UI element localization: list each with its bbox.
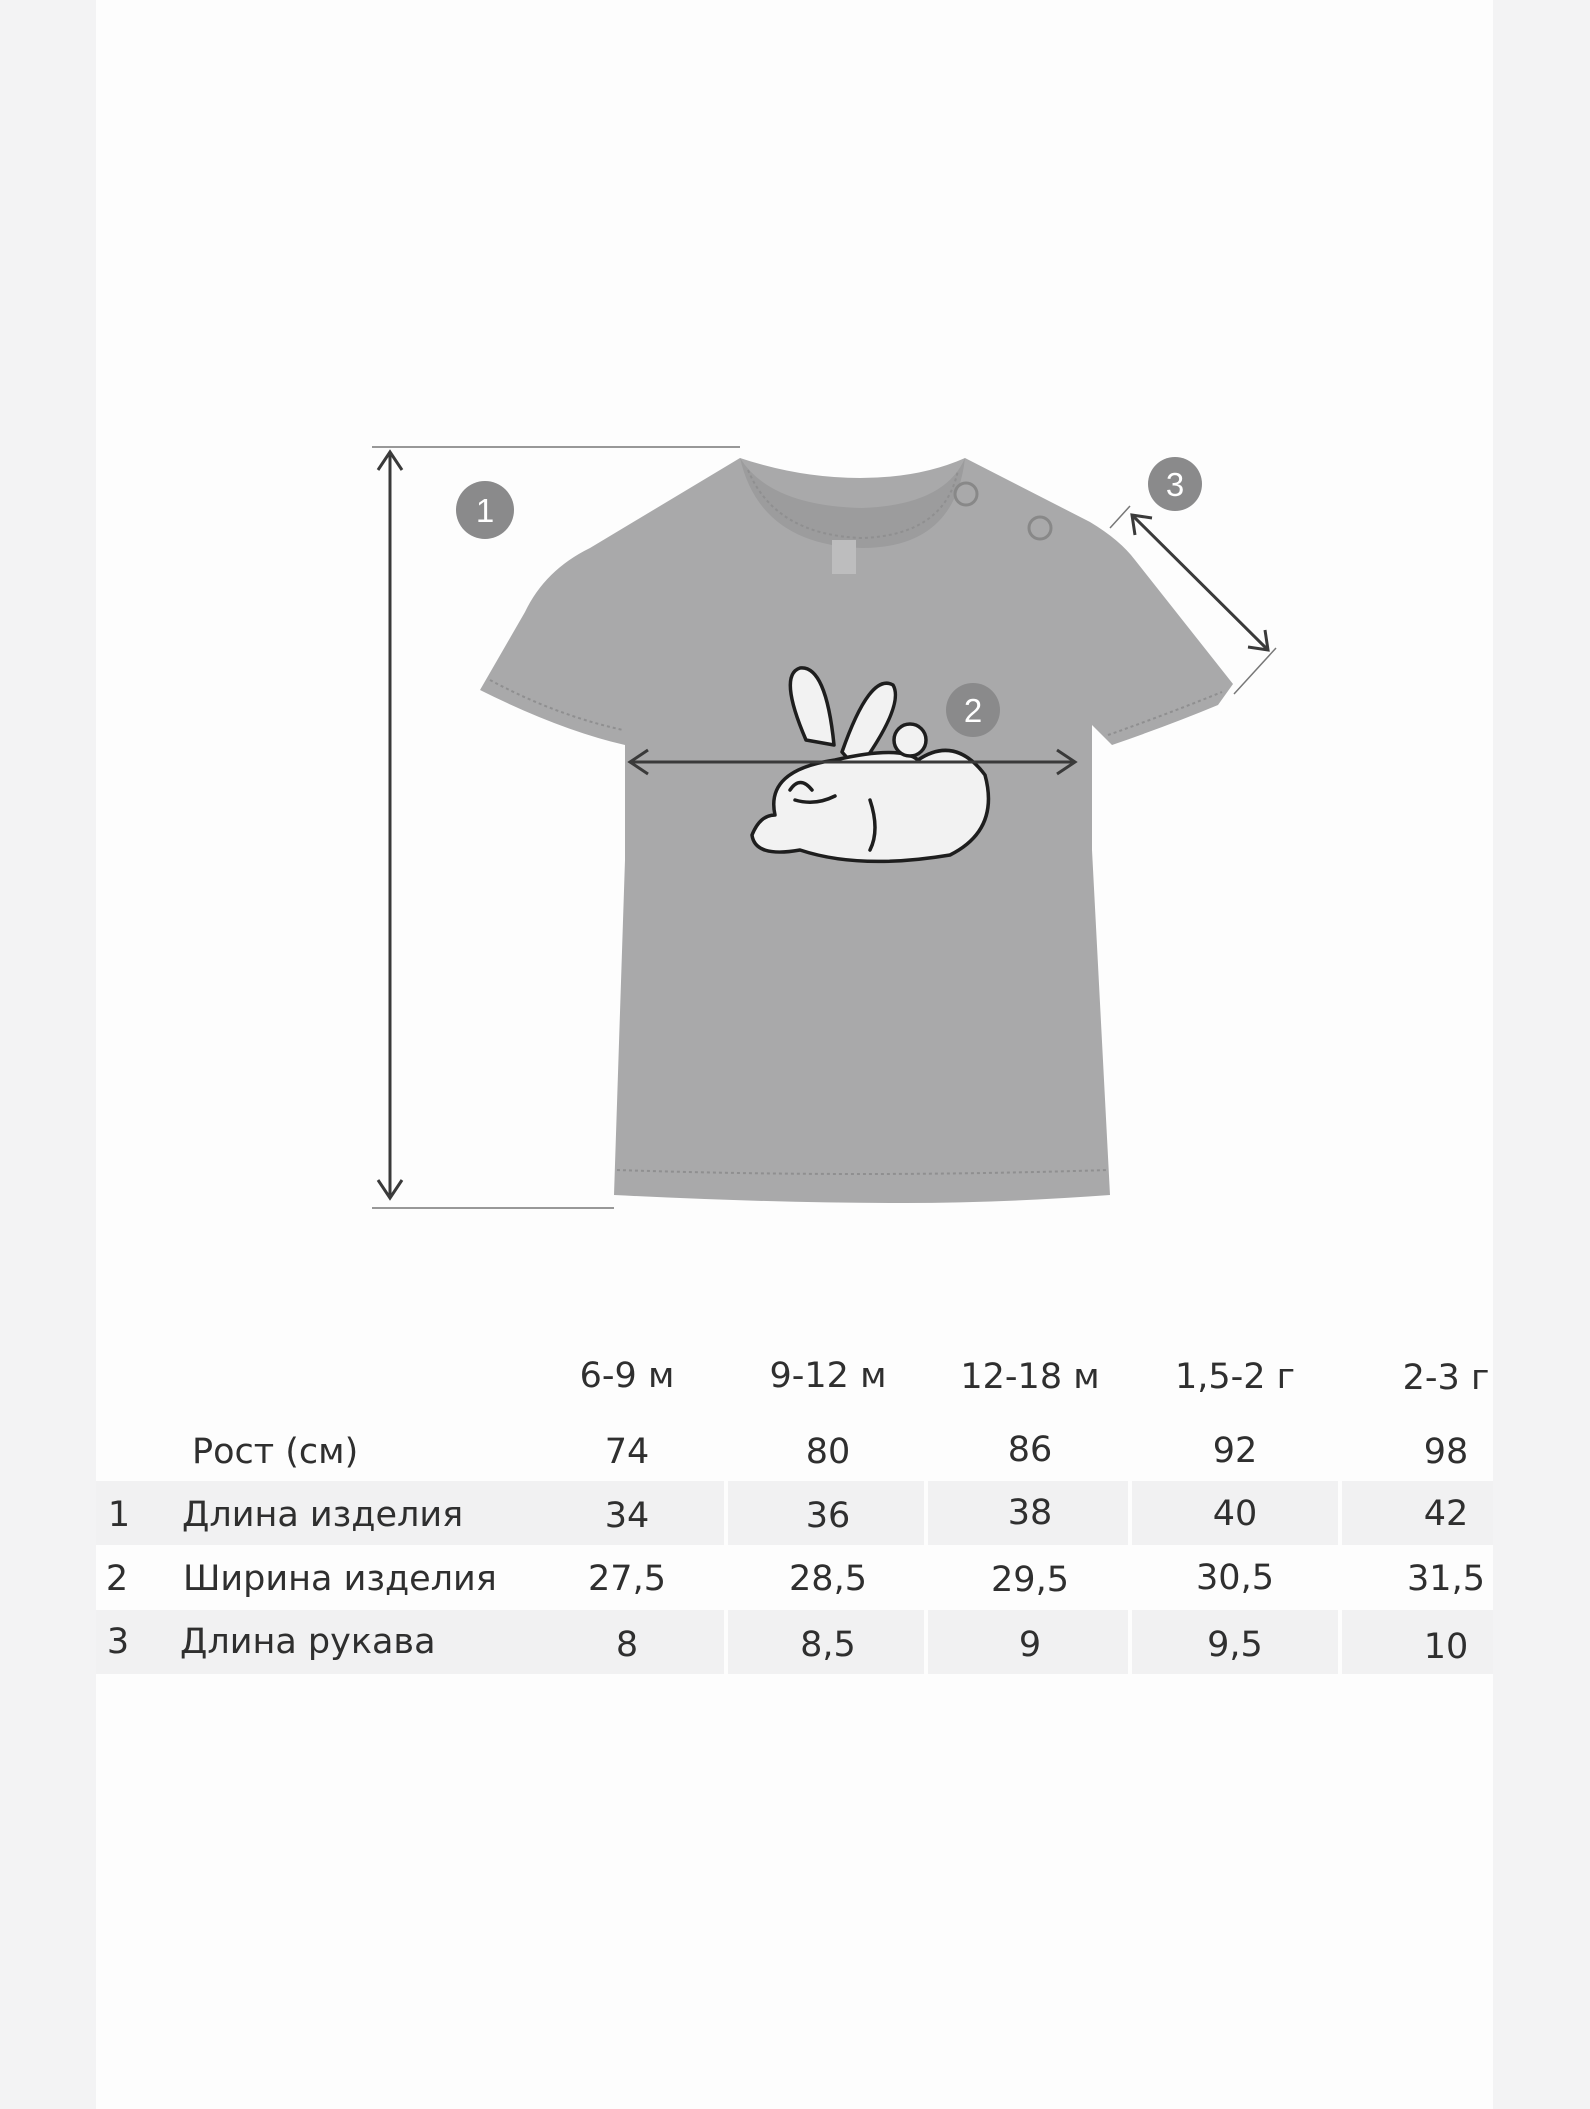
- marker-3: [1148, 457, 1202, 511]
- row-value: 27,5: [588, 1559, 666, 1599]
- row-value: 9: [1018, 1625, 1042, 1665]
- height-value: 98: [1423, 1432, 1469, 1472]
- marker-2-label: 2: [963, 692, 983, 729]
- row-value: 30,5: [1196, 1558, 1274, 1598]
- row-number: 1: [107, 1495, 131, 1535]
- marker-1-label: 1: [475, 492, 495, 529]
- row-label: Ширина изделия: [183, 1559, 497, 1599]
- row-number: 3: [106, 1622, 130, 1662]
- height-value: 80: [805, 1432, 851, 1472]
- row-value: 9,5: [1207, 1625, 1263, 1665]
- row-value: 38: [1007, 1493, 1053, 1533]
- height-value: 74: [604, 1432, 650, 1472]
- height-row-label: Рост (см): [192, 1432, 359, 1472]
- row-value: 31,5: [1407, 1559, 1485, 1599]
- row-value: 42: [1423, 1494, 1469, 1534]
- row-value: 8,5: [800, 1625, 856, 1665]
- row-value: 10: [1423, 1627, 1469, 1667]
- size-header: 12-18 м: [960, 1357, 1100, 1397]
- care-label-icon: [832, 540, 856, 574]
- row-value: 8: [615, 1625, 639, 1665]
- size-header: 9-12 м: [769, 1356, 887, 1396]
- height-value: 86: [1007, 1430, 1053, 1470]
- size-header: 2-3 г: [1402, 1358, 1490, 1398]
- marker-3-label: 3: [1165, 466, 1185, 503]
- height-value: 92: [1212, 1431, 1258, 1471]
- row-value: 36: [805, 1496, 851, 1536]
- size-header: 1,5-2 г: [1174, 1357, 1296, 1397]
- row-value: 34: [604, 1496, 650, 1536]
- marker-2: [946, 683, 1000, 737]
- row-value: 40: [1212, 1494, 1258, 1534]
- row-label: Длина рукава: [180, 1622, 436, 1662]
- row-value: 28,5: [789, 1559, 867, 1599]
- row-value: 29,5: [991, 1560, 1069, 1600]
- row-number: 2: [105, 1559, 129, 1599]
- row-label: Длина изделия: [182, 1495, 464, 1535]
- marker-1: [456, 481, 514, 539]
- size-header: 6-9 м: [579, 1356, 675, 1396]
